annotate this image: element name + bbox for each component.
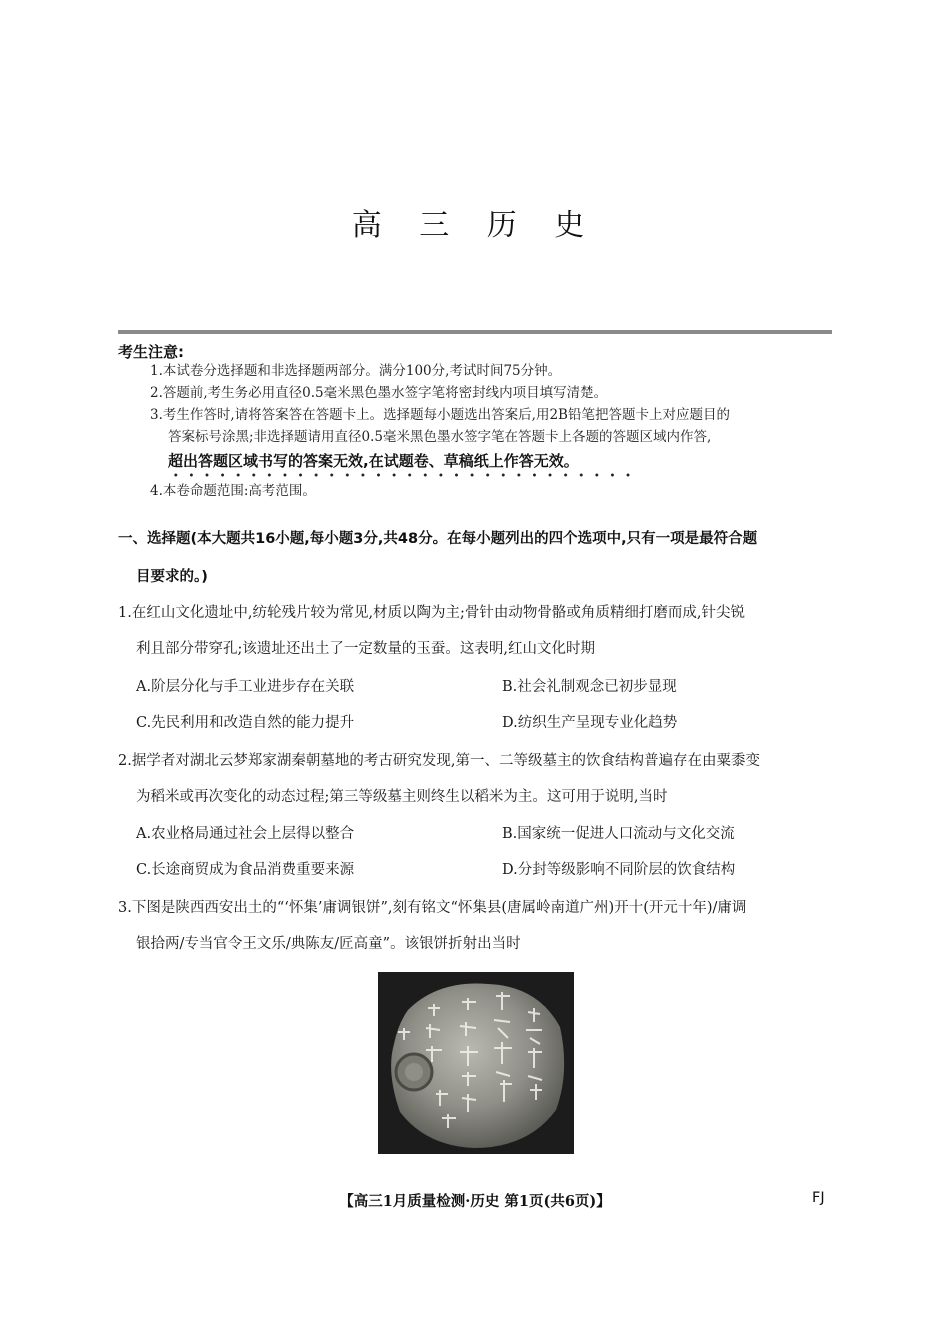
- notice-item-2: 2.答题前,考生务必用直径0.5毫米黑色墨水签字笔将密封线内项目填写清楚。: [150, 385, 608, 401]
- page-footer: 【高三1月质量检测·历史 第1页(共6页)】: [339, 1193, 611, 1210]
- question-2-option-c: C.长途商贸成为食品消费重要来源: [136, 862, 355, 878]
- question-2-option-b: B.国家统一促进人口流动与文化交流: [502, 826, 735, 842]
- page-title: 高 三 历 史: [351, 208, 599, 243]
- question-1-option-c: C.先民利用和改造自然的能力提升: [136, 715, 355, 731]
- header-divider: [118, 330, 832, 334]
- notice-item-3: 3.考生作答时,请将答案答在答题卡上。选择题每小题选出答案后,用2B铅笔把答题卡上对应题目的: [150, 407, 730, 423]
- footer-code: FJ: [812, 1190, 825, 1206]
- silver-cake-photo: [378, 972, 574, 1154]
- question-1-option-b: B.社会礼制观念已初步显现: [502, 679, 677, 695]
- notice-heading: 考生注意:: [118, 343, 184, 361]
- section-heading-cont: 目要求的。): [136, 569, 208, 585]
- notice-item-1: 1.本试卷分选择题和非选择题两部分。满分100分,考试时间75分钟。: [150, 363, 562, 379]
- question-1-option-a: A.阶层分化与手工业进步存在关联: [136, 679, 355, 695]
- question-2-stem-cont: 为稻米或再次变化的动态过程;第三等级墓主则终生以稻米为主。这可用于说明,当时: [136, 789, 668, 805]
- notice-item-3-cont: 答案标号涂黑;非选择题请用直径0.5毫米黑色墨水签字笔在答题卡上各题的答题区域内作答,: [168, 429, 712, 445]
- question-2-stem: 2.据学者对湖北云梦郑家湖秦朝墓地的考古研究发现,第一、二等级墓主的饮食结构普遍存在由粟黍变: [118, 753, 760, 769]
- question-2-option-a: A.农业格局通过社会上层得以整合: [136, 826, 355, 842]
- notice-item-3-emphasis: 超出答题区域书写的答案无效,在试题卷、草稿纸上作答无效。: [168, 452, 579, 470]
- question-1-stem: 1.在红山文化遗址中,纺轮残片较为常见,材质以陶为主;骨针由动物骨骼或角质精细打磨而成,针尖锐: [118, 605, 746, 621]
- notice-item-4: 4.本卷命题范围:高考范围。: [150, 483, 316, 499]
- question-3-stem-cont: 银拾两/专当官令王文乐/典陈友/匠高童”。该银饼折射出当时: [136, 936, 521, 952]
- emphasis-dots: [168, 472, 638, 478]
- question-1-option-d: D.纺织生产呈现专业化趋势: [502, 715, 678, 731]
- question-3-stem: 3.下图是陕西西安出土的“‘怀集’庸调银饼”,刻有铭文“怀集县(唐属岭南道广州)开十(开元十年)/庸调: [118, 900, 747, 916]
- question-2-option-d: D.分封等级影响不同阶层的饮食结构: [502, 862, 736, 878]
- silver-cake-image: [378, 972, 574, 1154]
- section-heading: 一、选择题(本大题共16小题,每小题3分,共48分。在每小题列出的四个选项中,只有一项是最符合题: [118, 531, 758, 547]
- question-1-stem-cont: 利且部分带穿孔;该遗址还出土了一定数量的玉蚕。这表明,红山文化时期: [136, 641, 595, 657]
